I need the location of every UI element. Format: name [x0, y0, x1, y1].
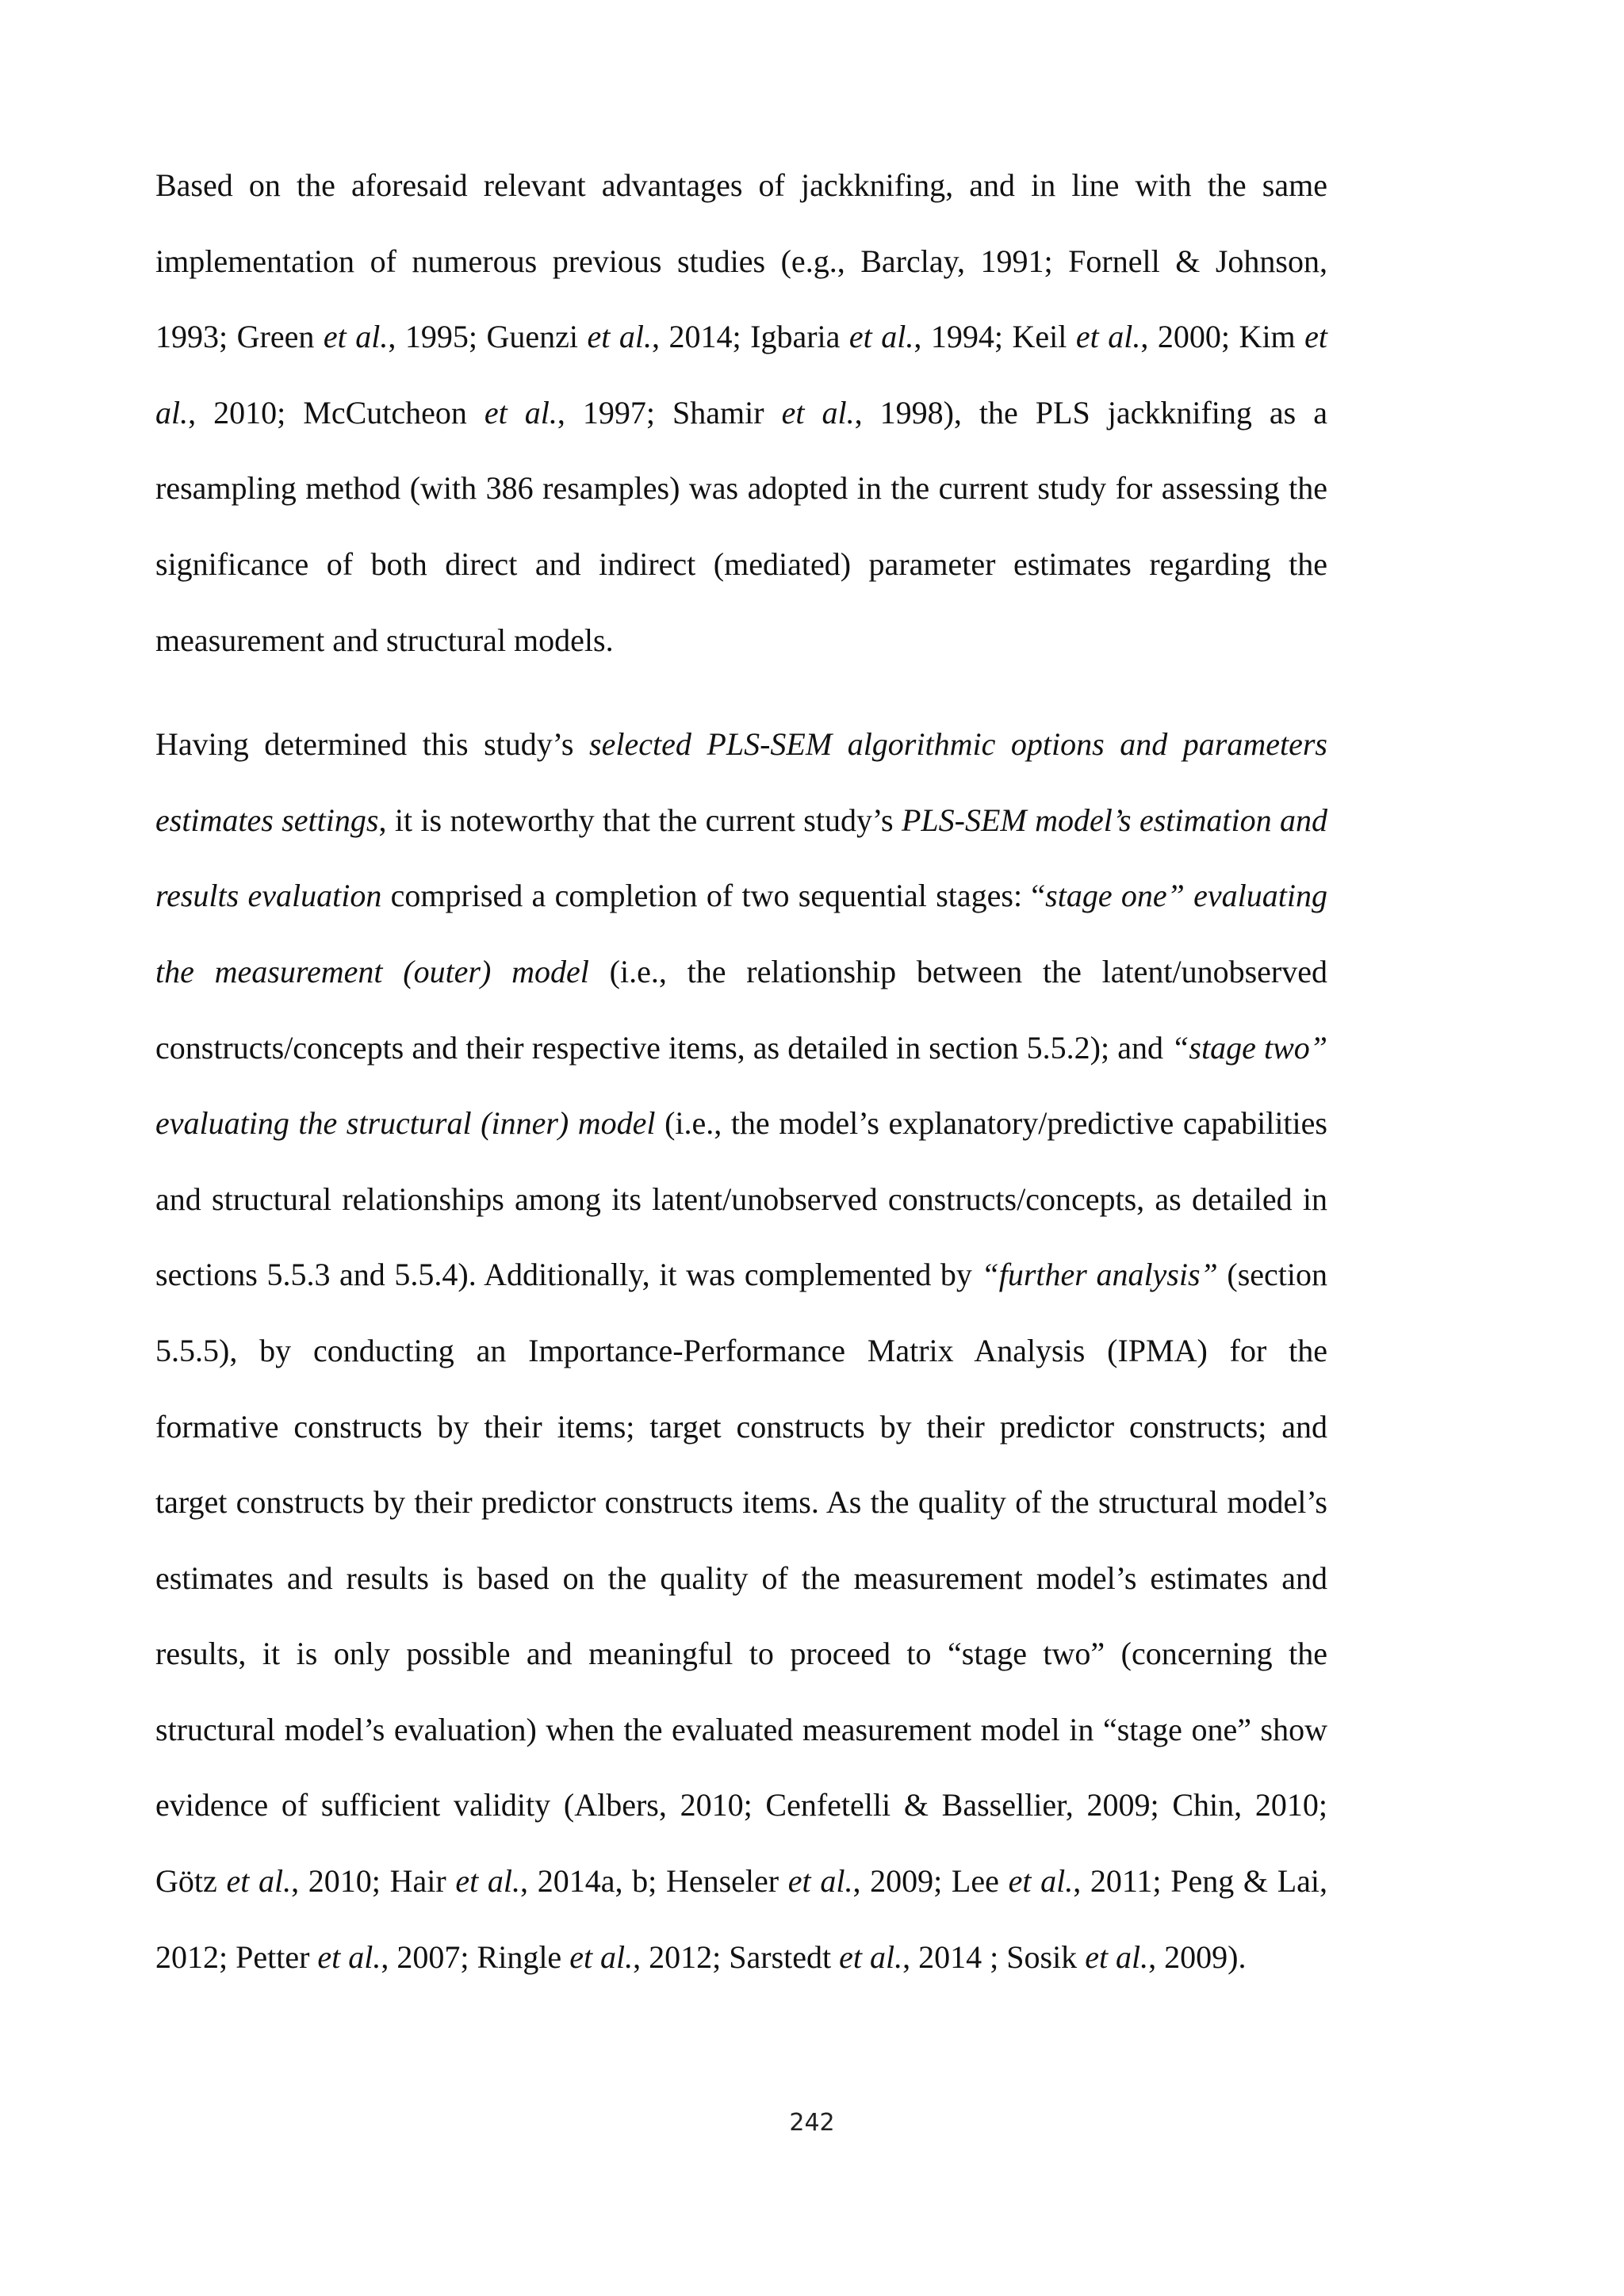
paragraph-jackknifing: [155, 147, 1327, 678]
italic-text: et al.: [155, 319, 1328, 430]
italic-text: et al.: [1075, 319, 1141, 355]
italic-text: et al.: [569, 1938, 634, 1975]
body-text: [155, 147, 1327, 1995]
text-run: , 2014 ; Sosik: [902, 1938, 1086, 1975]
italic-text: et al.: [455, 1863, 521, 1900]
text-run: , 1995; Guenzi: [388, 319, 588, 355]
text-run: , 2000; Kim: [1140, 319, 1305, 355]
text-run: , 2010; Hair: [291, 1863, 456, 1900]
italic-text: PLS-SEM model’s estimation and results evaluation: [155, 802, 1328, 914]
page-number: 242: [789, 2109, 835, 2137]
italic-text: et al.: [317, 1938, 381, 1975]
italic-text: et al.: [323, 319, 389, 355]
text-run: , 2011; Peng & Lai, 2012; Petter: [155, 1863, 1328, 1975]
text-run: , 2014a, b; Henseler: [520, 1863, 788, 1900]
italic-text: et al.: [587, 319, 652, 355]
italic-text: “further analysis”: [981, 1257, 1218, 1293]
text-run: (i.e., the model’s explanatory/predictive capabilities and structural relationships among its latent/unobserved constructs/concepts, as detailed in sections 5.5.3 and 5.5.4). Additionally, it was complemented by: [155, 1105, 1327, 1293]
text-run: , 2012; Sarstedt: [633, 1938, 840, 1975]
italic-text: et al.: [226, 1863, 292, 1900]
italic-text: et al.: [787, 1863, 853, 1900]
text-run: (section 5.5.5), by conducting an Importance-Performance Matrix Analysis (IPMA) for the formative constructs by their items; target constructs by their predictor constructs; and target constructs by their predictor constructs items. As the quality of the structural model’s estimates and results is based on the quality of the measurement model’s estimates and results, it is only possible and meaningful to proceed to “stage two” (concerning the structural model’s evaluation) when the evaluated measurement model in “stage one” show evidence of sufficient validity (Albers, 2010; Cenfetelli & Bassellier, 2009; Chin, 2010; Götz: [155, 1257, 1328, 1900]
text-run: , 2014; Igbaria: [652, 319, 849, 355]
text-run: Having determined this study’s: [155, 726, 590, 763]
text-run: , 2007; Ringle: [381, 1938, 570, 1975]
italic-text: et al.: [781, 394, 855, 430]
italic-text: “stage two” evaluating the structural (inner) model: [155, 1029, 1328, 1142]
text-run: Based on the aforesaid relevant advantages of jackknifing, and in line with the same implementation of numerous previous studies (e.g., Barclay, 1991; Fornell & Johnson, 1993; Green: [155, 167, 1327, 355]
text-run: , 2009).: [1148, 1938, 1247, 1975]
italic-text: et al.: [848, 319, 914, 355]
text-run: comprised a completion of two sequential stages: “: [381, 878, 1046, 914]
italic-text: selected PLS-SEM algorithmic options and parameters estimates settings: [155, 726, 1327, 838]
text-run: , 2010; McCutcheon: [188, 394, 485, 430]
italic-text: et al.: [839, 1938, 903, 1975]
text-run: (i.e., the relationship between the latent/unobserved constructs/concepts and their respective items, as detailed in section 5.5.2); and: [155, 953, 1328, 1066]
text-run: , 1997; Shamir: [557, 394, 782, 430]
italic-text: et al.: [484, 394, 557, 430]
italic-text: et al.: [1008, 1863, 1074, 1900]
paragraph-evaluation-stages: [155, 706, 1327, 1995]
text-run: , 2009; Lee: [852, 1863, 1009, 1900]
text-run: , 1998), the PLS jackknifing as a resampling method (with 386 resamples) was adopted in the current study for assessing the significance of both direct and indirect (mediated) parameter estimates regarding the measurement and structural models.: [155, 394, 1328, 658]
text-run: , it is noteworthy that the current study’s: [378, 802, 902, 838]
italic-text: stage one” evaluating the measurement (outer) model: [155, 878, 1328, 989]
text-run: , 1994; Keil: [914, 319, 1076, 355]
italic-text: et al.: [1085, 1938, 1149, 1975]
